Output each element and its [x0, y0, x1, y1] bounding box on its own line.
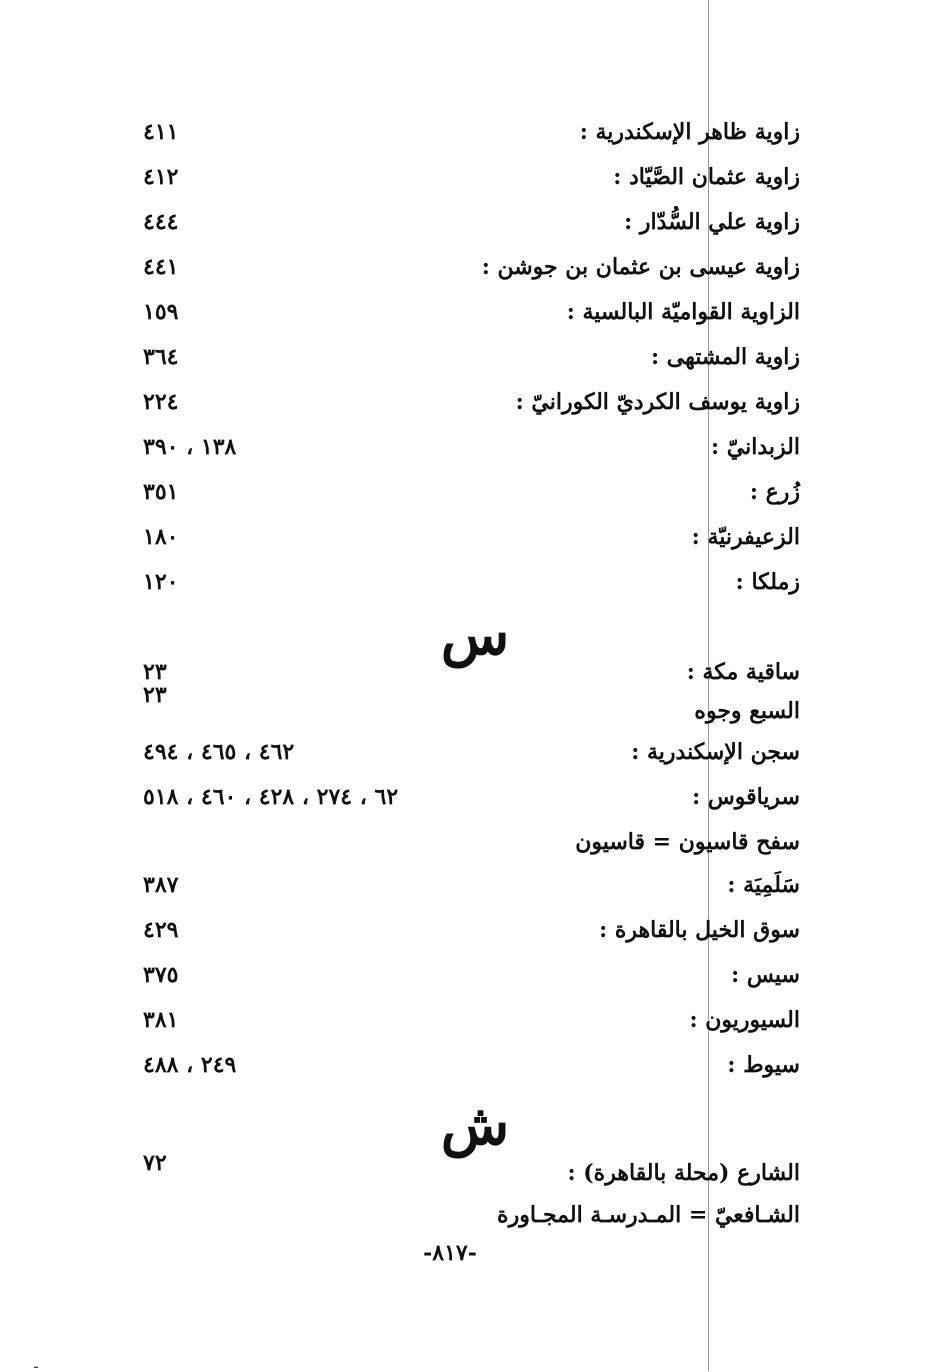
entry-term: زاوية المشتهى :: [651, 344, 800, 370]
entry-pages: ٢٣: [143, 682, 167, 708]
entry-term: سجن الإسكندرية :: [631, 739, 800, 765]
index-entry: [0, 385, 939, 425]
entry-pages: ٣٨١: [143, 1007, 179, 1033]
entry-term: الزبدانيّ :: [711, 434, 800, 460]
section-letter-heading: ش: [440, 1092, 510, 1158]
entry-pages: ٣٨٧: [143, 872, 179, 898]
index-entry: [0, 340, 939, 380]
entry-pages: ٣٧٥: [143, 962, 179, 988]
index-entry: [0, 520, 939, 560]
entry-term: الشارع (محلة بالقاهرة) :: [567, 1160, 800, 1186]
entry-term: زاوية عثمان الصَّيّاد :: [613, 164, 800, 190]
entry-pages: ٧٢: [143, 1150, 167, 1176]
entry-pages: ٤١١: [143, 119, 179, 145]
entry-pages: ٤١٢: [143, 164, 179, 190]
index-entry: [0, 780, 939, 820]
entry-pages: ٣٥١: [143, 479, 179, 505]
index-entry: [0, 250, 939, 290]
entry-pages: ٢٤٩ ، ٤٨٨: [143, 1052, 237, 1078]
index-entry: [0, 205, 939, 245]
entry-pages: ٤٤١: [143, 254, 179, 280]
index-entry: [0, 1198, 939, 1238]
section-letter-heading: س: [440, 602, 510, 668]
entry-term: سفح قاسيون = قاسيون: [575, 829, 800, 855]
index-entry: [0, 1048, 939, 1088]
entry-term: زاوية ظاهر الإسكندرية :: [579, 119, 800, 145]
entry-term: سيس :: [731, 962, 800, 988]
index-entry: [0, 913, 939, 953]
entry-term: زاوية علي السُّدّار :: [624, 209, 800, 235]
entry-pages: ١٥٩: [143, 299, 179, 325]
entry-pages: ٤٦٢ ، ٤٦٥ ، ٤٩٤: [143, 739, 295, 765]
stray-ink-mark: ـ: [34, 1356, 39, 1372]
index-entry: [0, 565, 939, 605]
entry-pages: ١٢٠: [143, 569, 179, 595]
entry-term: زُرع :: [749, 479, 800, 505]
entry-pages: ٣٦٤: [143, 344, 179, 370]
entry-term: الزعيفرنيّة :: [691, 524, 800, 550]
index-entry: [0, 682, 939, 730]
entry-term: زاوية عيسى بن عثمان بن جوشن :: [481, 254, 800, 280]
entry-term: زاوية يوسف الكرديّ الكورانيّ :: [515, 389, 800, 415]
entry-term: السيوريون :: [689, 1007, 800, 1033]
entry-pages: ١٣٨ ، ٣٩٠: [143, 434, 237, 460]
index-entry: [0, 160, 939, 200]
index-entry: [0, 1003, 939, 1043]
index-entry: [0, 475, 939, 515]
index-entry: [0, 115, 939, 155]
index-entry: [0, 430, 939, 470]
entry-pages: ٢٢٤: [143, 389, 179, 415]
entry-term: ساقية مكة :: [686, 659, 800, 685]
page-number: -٨١٧-: [423, 1240, 477, 1266]
index-entry: [0, 735, 939, 775]
entry-term: سيوط :: [727, 1052, 800, 1078]
index-entry: [0, 958, 939, 998]
index-entry: [0, 868, 939, 908]
entry-term: سَلَمِيَة :: [727, 872, 800, 898]
entry-pages: ٦٢ ، ٢٧٤ ، ٤٢٨ ، ٤٦٠ ، ٥١٨: [143, 784, 399, 810]
entry-term: زملكا :: [735, 569, 800, 595]
entry-pages: ١٨٠: [143, 524, 179, 550]
entry-pages: ٢٣: [143, 659, 167, 685]
entry-term: الشـافعيّ = المـدرسـة المجـاورة: [497, 1202, 800, 1228]
index-entry: [0, 1152, 939, 1192]
entry-term: سوق الخيل بالقاهرة :: [599, 917, 800, 943]
index-entry: [0, 825, 939, 865]
entry-term: الزاوية القواميّة البالسية :: [566, 299, 800, 325]
entry-pages: ٤٤٤: [143, 209, 179, 235]
entry-term: سرياقوس :: [692, 784, 800, 810]
index-entry: [0, 295, 939, 335]
entry-pages: ٤٢٩: [143, 917, 179, 943]
index-entry: [0, 655, 939, 695]
entry-term: السبع وجوه: [694, 698, 800, 724]
